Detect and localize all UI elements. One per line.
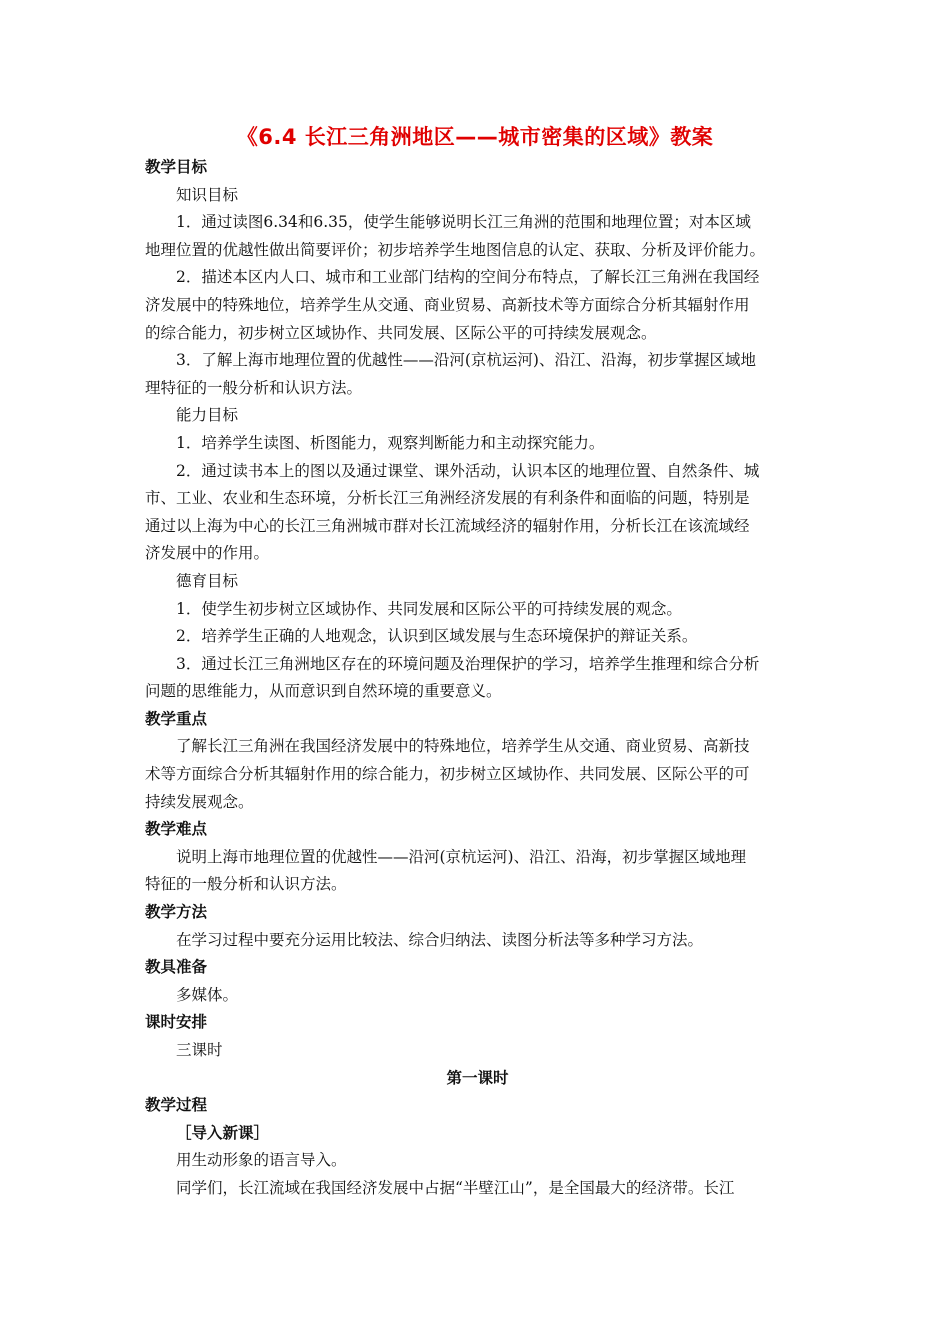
- paragraph-line: 市、工业、农业和生态环境，分析长江三角洲经济发展的有利条件和面临的问题，特别是: [145, 489, 750, 508]
- paragraph-line: 2．描述本区内人口、城市和工业部门结构的空间分布特点，了解长江三角洲在我国经: [176, 268, 760, 287]
- section-heading: 教具准备: [145, 958, 208, 977]
- paragraph-line: 济发展中的作用。: [145, 544, 270, 563]
- paragraph-line: 3．了解上海市地理位置的优越性——沿河(京杭运河)、沿江、沿海，初步掌握区域地: [176, 351, 756, 370]
- section-heading: 课时安排: [145, 1013, 208, 1032]
- paragraph-line: 能力目标: [176, 406, 239, 425]
- paragraph-line: 持续发展观念。: [145, 792, 254, 811]
- document-title: 《6.4 长江三角洲地区——城市密集的区域》教案: [236, 125, 714, 149]
- paragraph-line: 三课时: [176, 1041, 223, 1059]
- paragraph-line: 用生动形象的语言导入。: [176, 1151, 347, 1170]
- paragraph-line: 德育目标: [176, 571, 239, 590]
- paragraph-line: 了解长江三角洲在我国经济发展中的特殊地位，培养学生从交通、商业贸易、高新技: [176, 737, 750, 756]
- paragraph-line: 特征的一般分析和认识方法。: [145, 875, 347, 894]
- section-heading: 教学重点: [145, 709, 208, 728]
- subsection-tag: ［导入新课］: [176, 1123, 270, 1142]
- paragraph-line: 术等方面综合分析其辐射作用的综合能力，初步树立区域协作、共同发展、区际公平的可: [145, 765, 750, 784]
- paragraph-line: 同学们，长江流域在我国经济发展中占据“半壁江山”，是全国最大的经济带。长江: [176, 1178, 735, 1197]
- paragraph-line: 通过以上海为中心的长江三角洲城市群对长江流域经济的辐射作用，分析长江在该流域经: [145, 516, 750, 535]
- paragraph-line: 的综合能力，初步树立区域协作、共同发展、区际公平的可持续发展观念。: [145, 323, 657, 342]
- paragraph-line: 1．培养学生读图、析图能力，观察判断能力和主动探究能力。: [176, 433, 605, 452]
- paragraph-line: 1．通过读图6.34和6.35，使学生能够说明长江三角洲的范围和地理位置；对本区域: [176, 213, 751, 232]
- paragraph-line: 问题的思维能力，从而意识到自然环境的重要意义。: [145, 682, 502, 701]
- paragraph-line: 说明上海市地理位置的优越性——沿河(京杭运河)、沿江、沿海，初步掌握区域地理: [176, 847, 747, 866]
- section-heading: 教学过程: [145, 1096, 208, 1115]
- paragraph-line: 在学习过程中要充分运用比较法、综合归纳法、读图分析法等多种学习方法。: [176, 930, 704, 949]
- paragraph-line: 多媒体。: [176, 985, 239, 1004]
- section-heading: 教学目标: [145, 158, 208, 176]
- paragraph-line: 理特征的一般分析和认识方法。: [145, 378, 363, 397]
- lesson-heading: 第一课时: [446, 1068, 509, 1087]
- paragraph-line: 1．使学生初步树立区域协作、共同发展和区际公平的可持续发展的观念。: [176, 599, 682, 618]
- section-heading: 教学方法: [145, 903, 208, 922]
- paragraph-line: 地理位置的优越性做出简要评价；初步培养学生地图信息的认定、获取、分析及评价能力。: [145, 240, 766, 259]
- document-body: [145, 154, 810, 1203]
- paragraph-line: 2．培养学生正确的人地观念，认识到区域发展与生态环境保护的辩证关系。: [176, 627, 698, 646]
- paragraph-line: 2．通过读书本上的图以及通过课堂、课外活动，认识本区的地理位置、自然条件、城: [176, 461, 760, 480]
- section-heading: 教学难点: [145, 820, 208, 839]
- paragraph-line: 济发展中的特殊地位，培养学生从交通、商业贸易、高新技术等方面综合分析其辐射作用: [145, 295, 750, 314]
- paragraph-line: 知识目标: [176, 185, 239, 204]
- paragraph-line: 3．通过长江三角洲地区存在的环境问题及治理保护的学习，培养学生推理和综合分析: [176, 654, 760, 673]
